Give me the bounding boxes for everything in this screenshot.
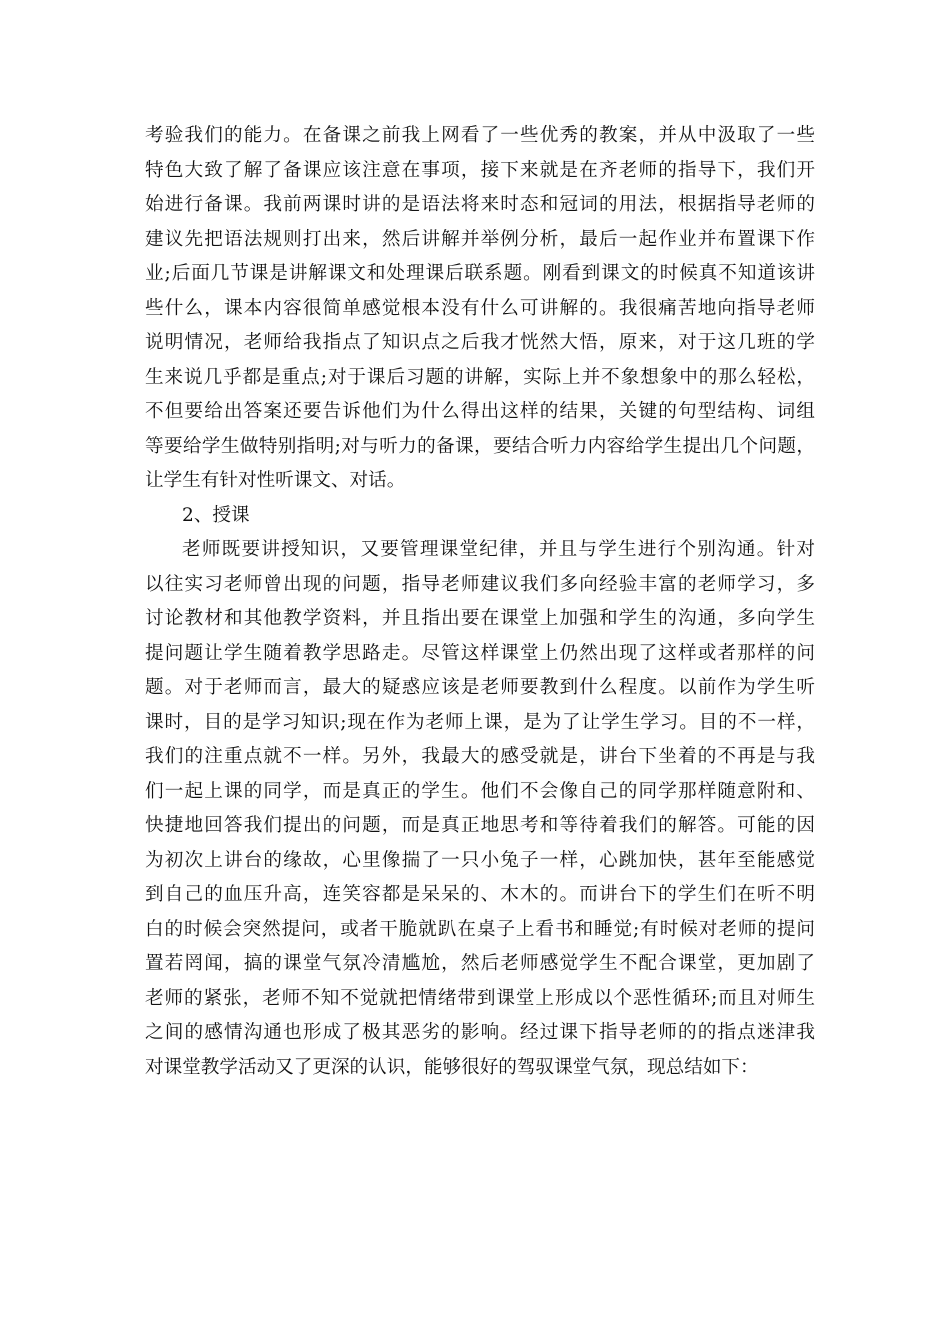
text-line: 些什么，课本内容很简单感觉根本没有什么可讲解的。我很痛苦地向指导老师: [145, 297, 815, 319]
paragraph-teaching: [145, 533, 815, 1085]
text-line: 始进行备课。我前两课时讲的是语法将来时态和冠词的用法，根据指导老师的: [145, 194, 815, 215]
text-line: 到自己的血压升高，连笑容都是呆呆的、木木的。而讲台下的学生们在听不明: [145, 884, 815, 905]
document-body: [145, 119, 815, 1085]
text-line: 说明情况，老师给我指点了知识点之后我才恍然大悟，原来，对于这几班的学: [145, 332, 815, 353]
text-line: 们一起上课的同学，而是真正的学生。他们不会像自己的同学那样随意附和、: [145, 780, 815, 802]
text-line: 以往实习老师曾出现的问题，指导老师建议我们多向经验丰富的老师学习，多: [145, 573, 815, 595]
text-line: 我们的注重点就不一样。另外，我最大的感受就是，讲台下坐着的不再是与我: [145, 746, 815, 767]
text-line: 白的时候会突然提问，或者干脆就趴在桌子上看书和睡觉;有时候对老师的提问: [145, 918, 815, 940]
text-line: 讨论教材和其他教学资料，并且指出要在课堂上加强和学生的沟通，多向学生: [145, 608, 815, 629]
text-line: 老师既要讲授知识，又要管理课堂纪律，并且与学生进行个别沟通。针对: [182, 539, 815, 560]
text-line: 不但要给出答案还要告诉他们为什么得出这样的结果，关键的句型结构、词组: [145, 401, 815, 422]
text-line: 生来说几乎都是重点;对于课后习题的讲解，实际上并不象想象中的那么轻松，: [145, 366, 815, 388]
text-line: 提问题让学生随着教学思路走。尽管这样课堂上仍然出现了这样或者那样的问: [145, 642, 815, 664]
text-line: 建议先把语法规则打出来，然后讲解并举例分析，最后一起作业并布置课下作: [145, 228, 815, 250]
text-line: 置若罔闻，搞的课堂气氛冷清尴尬，然后老师感觉学生不配合课堂，更加剧了: [145, 953, 815, 974]
text-line: 题。对于老师而言，最大的疑惑应该是老师要教到什么程度。以前作为学生听: [145, 677, 815, 698]
text-line: 为初次上讲台的缘故，心里像揣了一只小兔子一样，心跳加快，甚年至能感觉: [145, 849, 815, 871]
text-line: 课时，目的是学习知识;现在作为老师上课，是为了让学生学习。目的不一样，: [145, 711, 815, 733]
paragraph-lesson-preparation: [145, 119, 815, 499]
text-line: 考验我们的能力。在备课之前我上网看了一些优秀的教案，并从中汲取了一些: [145, 125, 815, 146]
text-line: 业;后面几节课是讲解课文和处理课后联系题。刚看到课文的时候真不知道该讲: [145, 263, 815, 284]
text-line: 快捷地回答我们提出的问题，而是真正地思考和等待着我们的解答。可能的因: [145, 815, 815, 836]
text-line: 之间的感情沟通也形成了极其恶劣的影响。经过课下指导老师的的指点迷津我: [145, 1022, 815, 1043]
text-line: 老师的紧张，老师不知不觉就把情绪带到课堂上形成以个恶性循环;而且对师生: [145, 987, 815, 1009]
text-line: 特色大致了解了备课应该注意在事项，接下来就是在齐老师的指导下，我们开: [145, 159, 815, 181]
text-line: 等要给学生做特别指明;对与听力的备课，要结合听力内容给学生提出几个问题，: [145, 435, 815, 457]
text-line: 让学生有针对性听课文、对话。: [145, 470, 406, 491]
section-heading: 2、授课: [182, 504, 250, 526]
text-line: 对课堂教学活动又了更深的认识，能够很好的驾驭课堂气氛，现总结如下：: [145, 1056, 759, 1078]
